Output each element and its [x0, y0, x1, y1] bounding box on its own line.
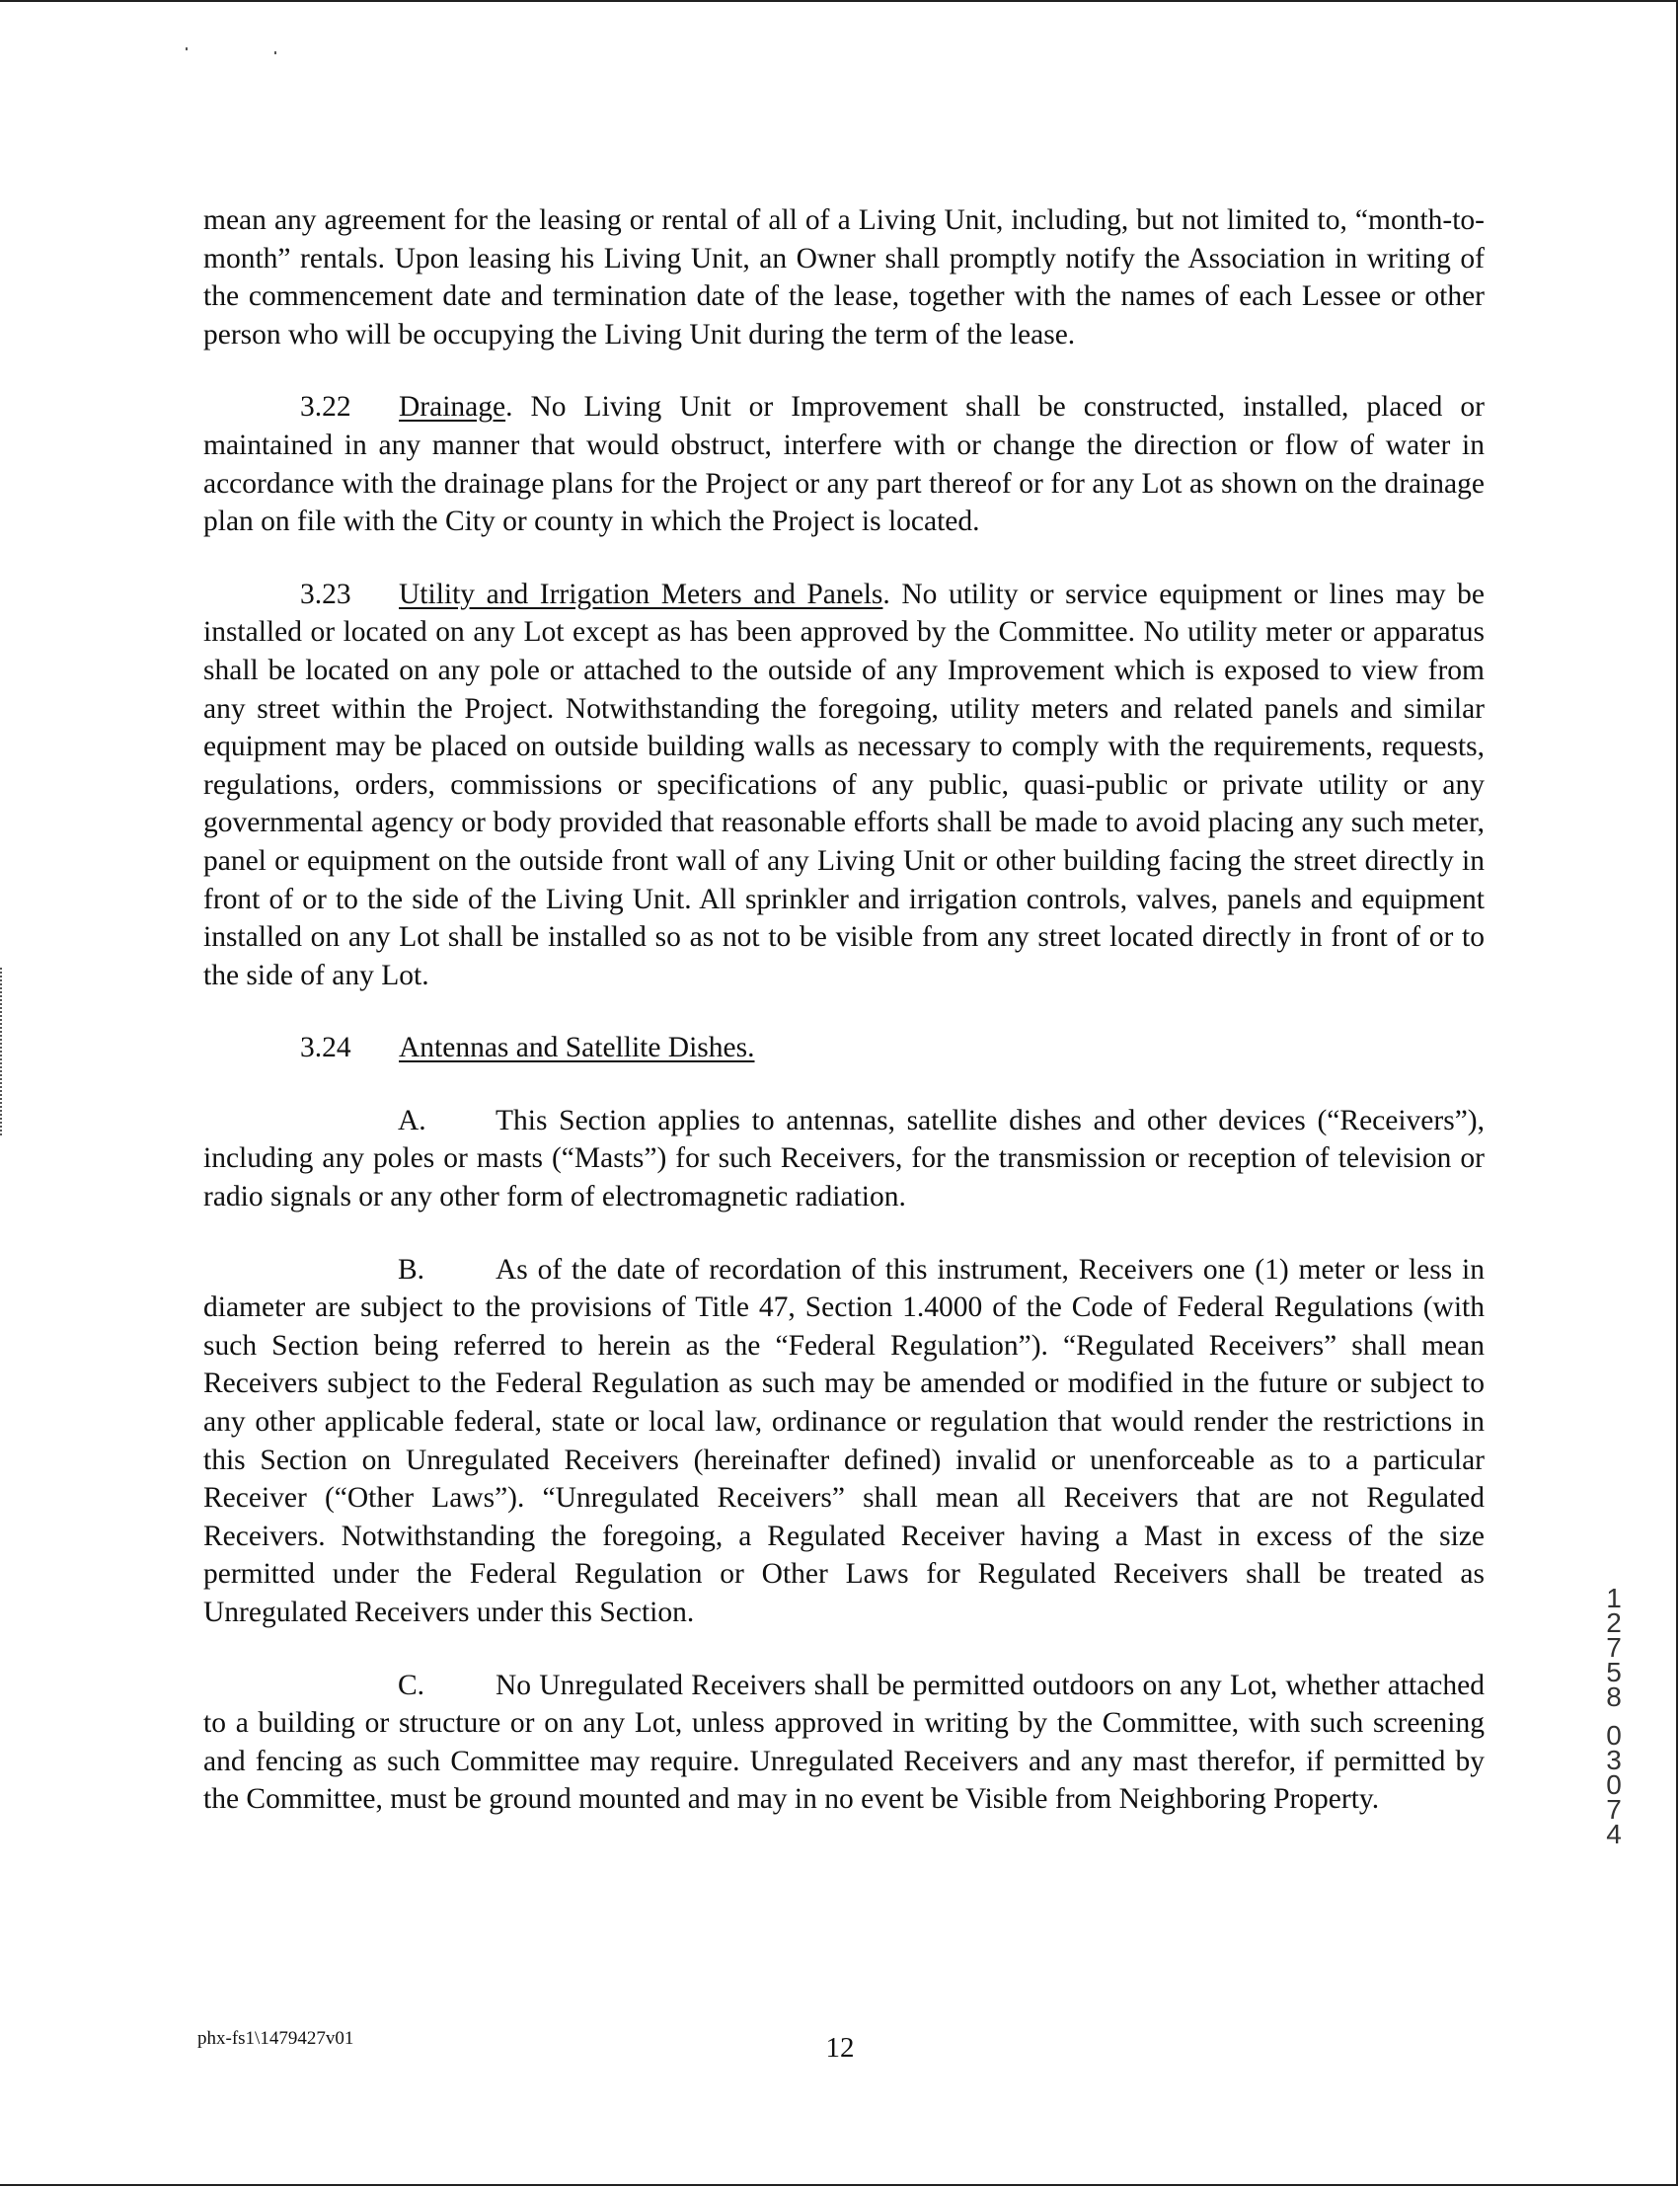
scan-edge-marks [0, 968, 5, 1135]
recording-digit: 7 [1606, 1632, 1622, 1663]
recording-digit: 0 [1606, 1720, 1622, 1751]
recording-digit: 0 [1606, 1769, 1622, 1800]
subsection-letter: C. [398, 1669, 425, 1701]
recording-digit: 8 [1606, 1681, 1622, 1712]
subsection-b [203, 1251, 1485, 1632]
section-title: Antennas and Satellite Dishes. [399, 1032, 755, 1064]
section-title-suffix: . [505, 391, 513, 424]
recording-digit: 1 [1606, 1583, 1622, 1613]
recording-digit: 3 [1606, 1745, 1622, 1775]
section-3-22 [203, 388, 1485, 540]
document-body [203, 201, 1485, 1853]
subsection-body: No Unregulated Receivers shall be permitted outdoors on any Lot, whether attached to a building or structure or on any Lot, unless approved in writing by the Committee, with such screening and fencing as such Committee may require. Unregulated Receivers and any mast therefor, if permitted by the Committee, must be ground mounted and may in no event be Visible from Neighboring Property. [203, 1669, 1485, 1816]
section-body: No utility or service equipment or lines may be installed or located on any Lot except as has been approved by the Committee. No utility meter or apparatus shall be located on any pole or attached to the outside of any Improvement which is exposed to view from any street within the Project. Notwithstanding the foregoing, utility meters and related panels and similar equipment may be placed on outside building walls as necessary to comply with the requirements, requests, regulations, orders, commissions or specifications of any public, quasi-public or private utility or any governmental agency or body provided that reasonable efforts shall be made to avoid placing any such meter, panel or equipment on the outside front wall of any Living Unit or other building facing the street directly in front of or to the side of the Living Unit. All sprinkler and irrigation controls, valves, panels and equipment installed on any Lot shall be installed so as not to be visible from any street located directly in front of or to the side of any Lot. [203, 578, 1486, 991]
recording-digit: 5 [1606, 1657, 1622, 1687]
section-title: Drainage [399, 391, 506, 424]
section-title: Utility and Irrigation Meters and Panels [399, 578, 883, 610]
scan-speck [274, 51, 276, 54]
scan-speck [186, 47, 188, 50]
section-body: No Living Unit or Improvement shall be constructed, installed, placed or maintained in any manner that would obstruct, interfere with or change the direction or flow of water in accordance with the drainage plans for the Project or any part thereof or for any Lot as shown on the drainage plan on file with the City or county in which the Project is located. [203, 391, 1485, 538]
subsection-body: This Section applies to antennas, satellite dishes and other devices (“Receivers”), including any poles or masts (“Masts”) for such Receivers, for the transmission or reception of television or radio signals or any other form of electromagnetic radiation. [203, 1104, 1485, 1213]
section-title-suffix: . [882, 578, 890, 610]
intro-paragraph-text: mean any agreement for the leasing or rental of all of a Living Unit, including, but not limited to, “month-to-month” rentals. Upon leasing his Living Unit, an Owner shall promptly notify the Association in writing of the commencement date and termination date of the lease, together with the names of each Lessee or other person who will be occupying the Living Unit during the term of the lease. [203, 204, 1485, 351]
page-number: 12 [825, 2032, 855, 2064]
recording-digit: 4 [1606, 1819, 1622, 1849]
subsection-a [203, 1102, 1485, 1216]
subsection-letter: A. [398, 1104, 426, 1136]
section-number: 3.22 [300, 391, 351, 424]
section-3-24-heading [203, 1029, 1485, 1067]
section-number: 3.23 [300, 578, 351, 610]
section-number: 3.24 [300, 1032, 351, 1064]
recording-number [1599, 1583, 1629, 1849]
subsection-letter: B. [398, 1253, 425, 1286]
subsection-c [203, 1667, 1485, 1819]
section-3-23 [203, 576, 1485, 995]
footer-document-id: phx-fs1\1479427v01 [197, 2028, 354, 2049]
recording-digit: 2 [1606, 1607, 1622, 1638]
subsection-body: As of the date of recordation of this instrument, Receivers one (1) meter or less in diameter are subject to the provisions of Title 47, Section 1.4000 of the Code of Federal Regulations (with such Section being referred to herein as the “Federal Regulation”). “Regulated Receivers” shall mean Receivers subject to the Federal Regulation as such may be amended or modified in the future or subject to any other applicable federal, state or local law, ordinance or regulation that would render the restrictions in this Section on Unregulated Receivers (hereinafter defined) invalid or unenforceable as to a particular Receiver (“Other Laws”). “Unregulated Receivers” shall mean all Receivers that are not Regulated Receivers. Notwithstanding the foregoing, a Regulated Receiver having a Mast in excess of the size permitted under the Federal Regulation or Other Laws for Regulated Receivers shall be treated as Unregulated Receivers under this Section. [203, 1253, 1485, 1628]
intro-paragraph [203, 201, 1485, 353]
recording-digit: 7 [1606, 1794, 1622, 1825]
